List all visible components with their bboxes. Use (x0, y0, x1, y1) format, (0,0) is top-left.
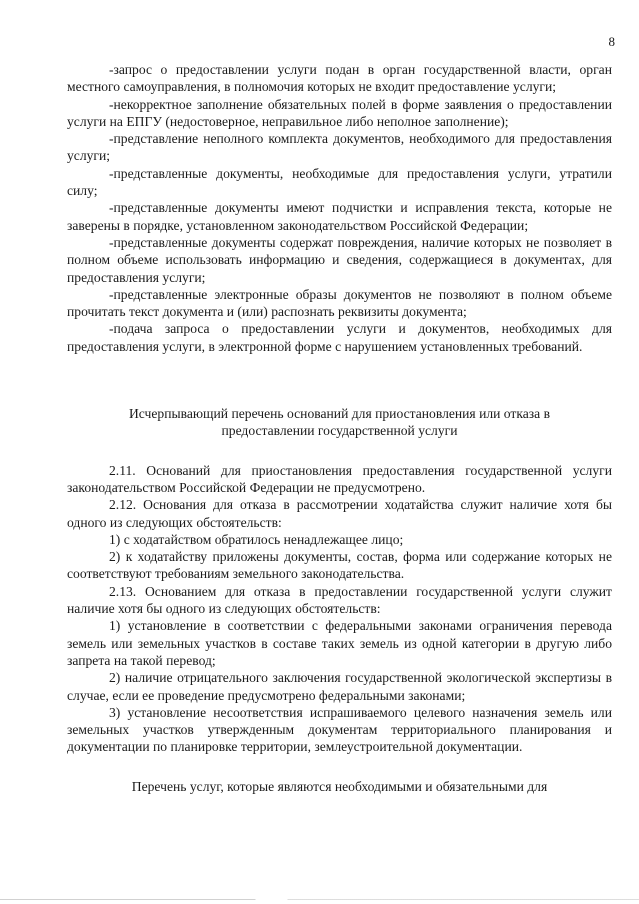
paragraph: 2) наличие отрицательного заключения государственной экологической экспертизы в случае, если ее проведение предусмотрено федеральными законами; (67, 670, 612, 703)
list-item: -некорректное заполнение обязательных полей в форме заявления о предоставлении услуги на ЕПГУ (недостоверное, неправильное либо неполное заполнение); (67, 96, 612, 129)
scan-bottom-edge (0, 899, 639, 900)
list-item: -представление неполного комплекта документов, необходимого для предоставления услуги; (67, 131, 612, 164)
page-number: 8 (608, 34, 615, 49)
paragraph: 2.12. Основания для отказа в рассмотрении ходатайства служит наличие хотя бы одного из следующих обстоятельств: (67, 497, 612, 530)
section-heading: Исчерпывающий перечень оснований для приостановления или отказа в предоставлении государственной услуги (128, 406, 551, 439)
paragraph: 2.11. Оснований для приостановления предоставления государственной услуги законодательством Российской Федерации не предусмотрено. (67, 462, 612, 495)
list-item: -подача запроса о предоставлении услуги и документов, необходимых для предоставления услуги, в электронной форме с нарушением установленных требований. (67, 321, 612, 354)
paragraph: 3) установление несоответствия испрашиваемого целевого назначения земель или земельных участков утвержденным документам территориального планирования и документации по планировке территории, землеустроительной документации. (67, 704, 612, 755)
paragraph: 2.13. Основанием для отказа в предоставлении государственной услуги служит наличие хотя бы одного из следующих обстоятельств: (67, 583, 612, 617)
refusal-grounds-list (67, 61, 612, 355)
paragraph: 2) к ходатайству приложены документы, состав, форма или содержание которых не соответствуют требованиям земельного законодательства. (67, 549, 612, 582)
paragraph: 1) установление в соответствии с федеральными законами ограничения перевода земель или земельных участков в составе таких земель из одной категории в другую либо запрета на такой перевод; (67, 618, 612, 668)
list-item: -запрос о предоставлении услуги подан в орган государственной власти, орган местного самоуправления, в полномочия которых не входит предоставление услуги; (67, 62, 612, 95)
list-item: -представленные документы содержат повреждения, наличие которых не позволяет в полном объеме использовать информацию и сведения, содержащиеся в документах, для предоставления услуги; (67, 234, 612, 285)
paragraph: 1) с ходатайством обратилось ненадлежащее лицо; (109, 531, 404, 547)
list-item: -представленные документы имеют подчистки и исправления текста, которые не заверены в порядке, установленном законодательством Российской Федерации; (67, 200, 612, 233)
document-body (67, 61, 612, 795)
list-item: -представленные электронные образы документов не позволяют в полном объеме прочитать текст документа и (или) распознать реквизиты документа; (67, 286, 612, 320)
section-body (67, 462, 612, 756)
list-item: -представленные документы, необходимые для предоставления услуги, утратили силу; (67, 165, 612, 199)
next-section-heading: Перечень услуг, которые являются необходимыми и обязательными для (131, 778, 548, 794)
